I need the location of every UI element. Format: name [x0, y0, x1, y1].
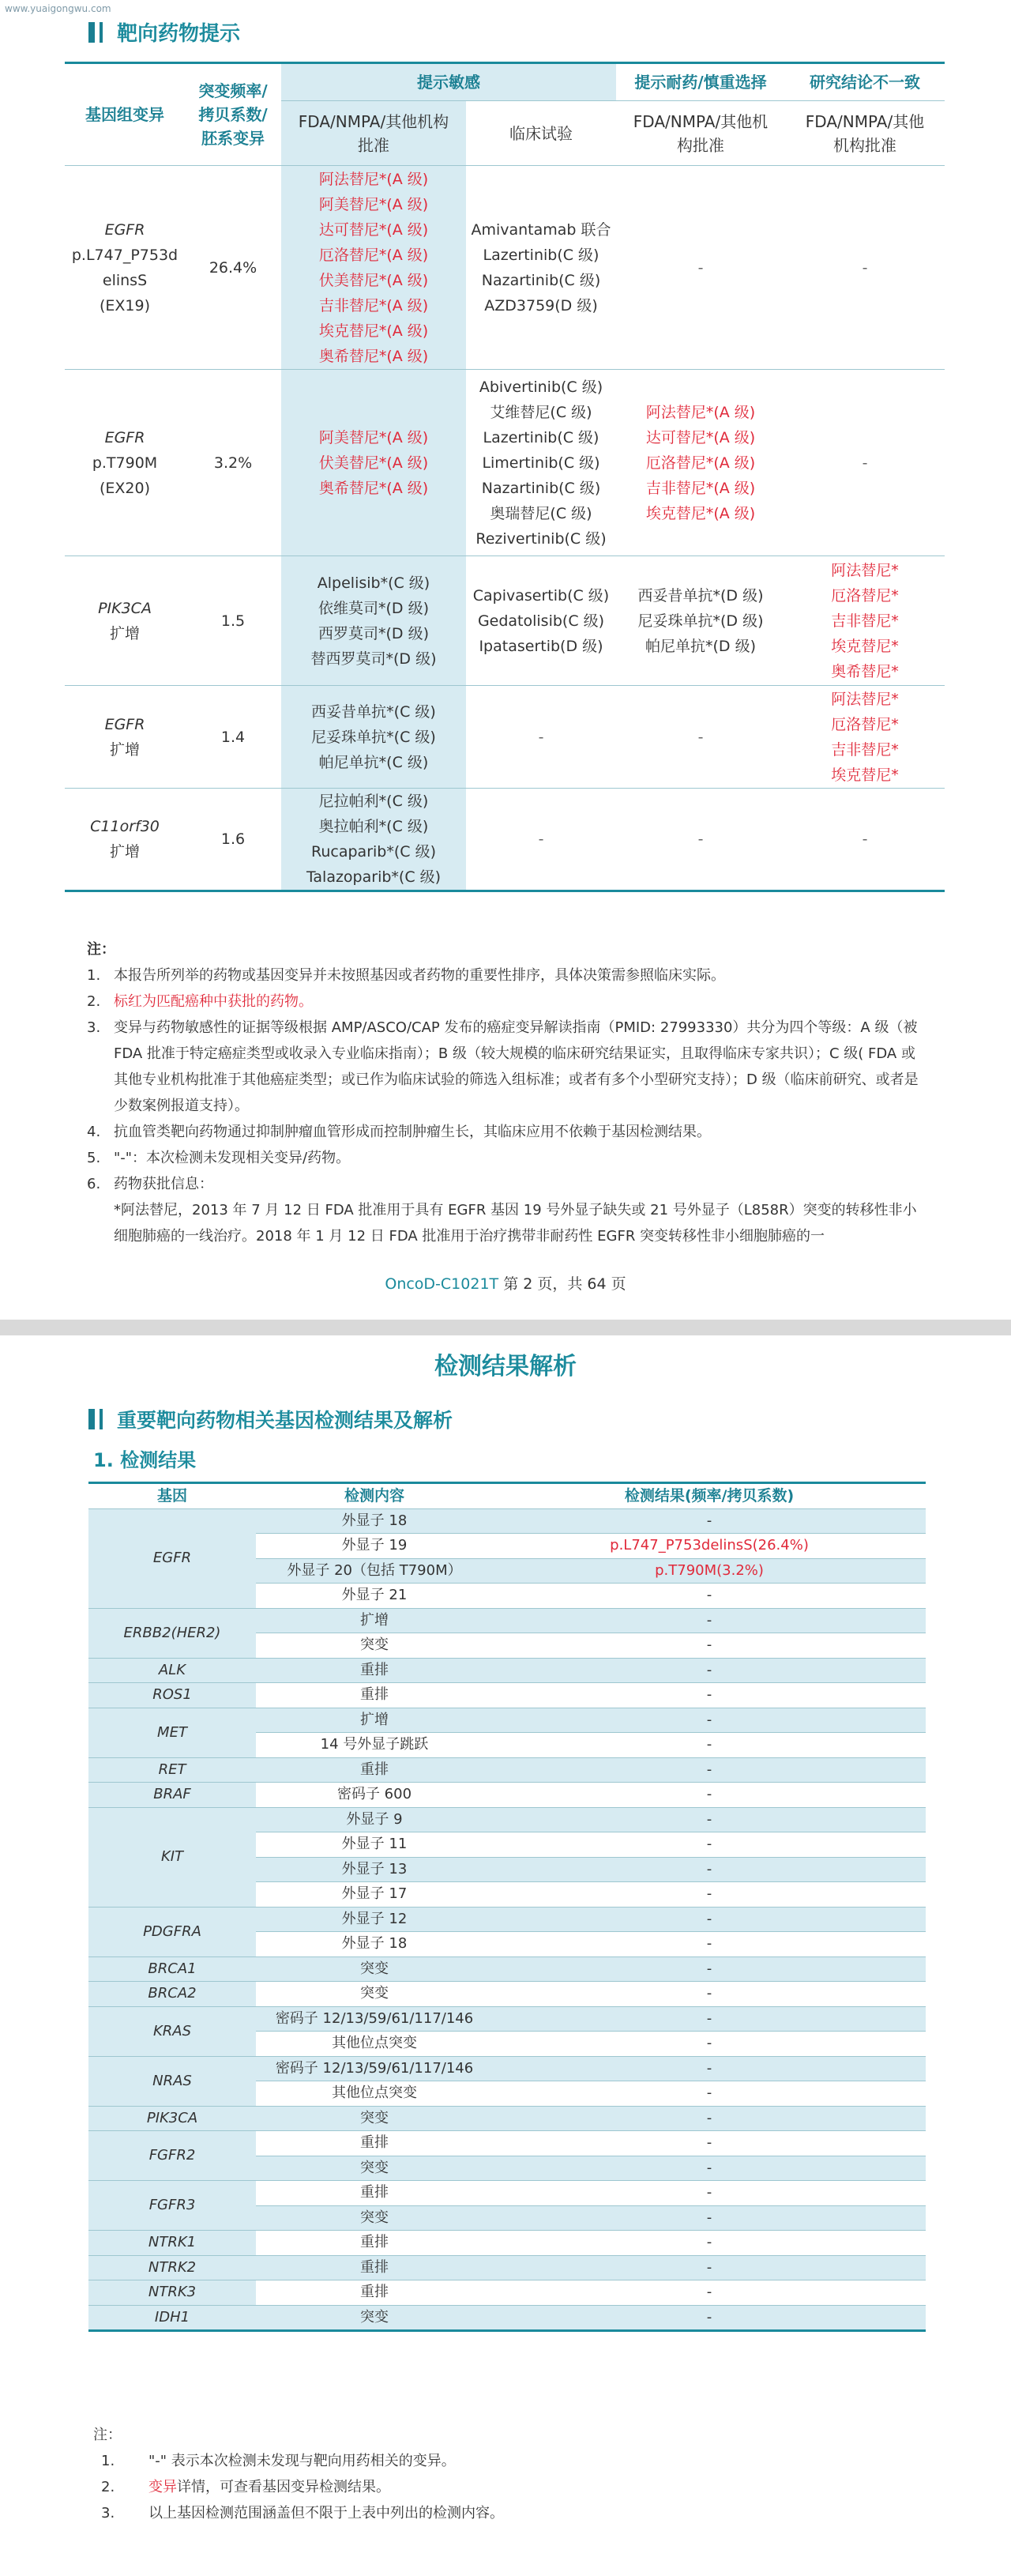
section-heading: [88, 1405, 453, 1433]
gene-line: EGFR: [104, 428, 145, 446]
drug-row: [65, 370, 945, 556]
cell-line: 依维莫司*(D 级): [318, 599, 429, 617]
gene-variant-cell: [65, 556, 185, 686]
note-text: 以上基因检测范围涵盖但不限于上表中列出的检测内容。: [148, 2505, 504, 2521]
header-freq: 突变频率/拷贝系数/胚系变异: [185, 63, 281, 166]
gene-cell: IDH1: [88, 2305, 256, 2331]
drug-row: [65, 789, 945, 891]
header-result: 检测结果(频率/拷贝系数): [493, 1483, 926, 1509]
resist-cell: [616, 789, 785, 891]
cell-line: 吉非替尼*(A 级): [318, 296, 429, 314]
report-page-results: [0, 1335, 1011, 2576]
cell-line: 西罗莫司*(D 级): [318, 624, 429, 642]
fda-cell: [281, 686, 466, 789]
header-gene: 基因组变异: [65, 63, 185, 166]
drug-row: [65, 686, 945, 789]
result-cell: -: [493, 1932, 926, 1957]
result-cell: -: [493, 2106, 926, 2131]
cell-line: Nazartinib(C 级): [481, 271, 601, 289]
header-trial: 临床试验: [466, 101, 616, 166]
resist-cell: [616, 166, 785, 370]
note-text: 本报告所列举的药物或基因变异并未按照基因或者药物的重要性排序，具体决策需参照临床实际。: [114, 967, 725, 984]
result-cell: -: [493, 2255, 926, 2280]
result-cell: -: [493, 1658, 926, 1683]
content-cell: 外显子 18: [256, 1932, 493, 1957]
gene-variant-cell: [65, 166, 185, 370]
gene-cell: NRAS: [88, 2056, 256, 2106]
watermark: www.yuaigongwu.com: [5, 3, 111, 14]
gene-cell: BRCA2: [88, 1982, 256, 2007]
conflict-cell: [785, 556, 945, 686]
result-cell: -: [493, 1857, 926, 1882]
cell-line: 吉非替尼*: [831, 612, 899, 630]
cell-line: 阿法替尼*(A 级): [645, 403, 756, 421]
cell-line: 奥瑞替尼(C 级): [490, 504, 592, 522]
content-cell: 外显子 18: [256, 1508, 493, 1534]
cell-line: 埃克替尼*: [831, 637, 899, 655]
notes-title: 注：: [93, 2427, 122, 2443]
note-text-wrap: [148, 2474, 390, 2500]
cell-line: 厄洛替尼*: [831, 586, 899, 604]
content-cell: 密码子 12/13/59/61/117/146: [256, 2006, 493, 2032]
cell-line: Ipatasertib(D 级): [479, 637, 603, 655]
result-cell: -: [493, 1783, 926, 1808]
result-row: [88, 1683, 926, 1708]
cell-line: 西妥昔单抗*(C 级): [311, 702, 436, 721]
content-cell: 外显子 21: [256, 1584, 493, 1609]
note-text: "-"：本次检测未发现相关变异/药物。: [114, 1150, 351, 1166]
content-cell: 重排: [256, 1757, 493, 1783]
result-cell: -: [493, 1757, 926, 1783]
cell-line: -: [697, 728, 704, 746]
note-text: 药物获批信息：: [114, 1176, 213, 1192]
cell-line: Nazartinib(C 级): [481, 479, 601, 497]
freq-cell: 1.4: [185, 686, 281, 789]
note-number: 2.: [101, 2479, 115, 2495]
drug-row: [65, 166, 945, 370]
header-conflict: 研究结论不一致: [785, 63, 945, 101]
note-item: [93, 2448, 930, 2474]
cell-line: 奥希替尼*(A 级): [318, 347, 429, 365]
section-title: [88, 17, 240, 47]
content-cell: 密码子 600: [256, 1783, 493, 1808]
header-fda-conflict: FDA/NMPA/其他机构批准: [785, 101, 945, 166]
freq-cell: 1.6: [185, 789, 281, 891]
trial-cell: [466, 370, 616, 556]
trial-cell: [466, 686, 616, 789]
cell-line: 埃克替尼*: [831, 766, 899, 784]
resist-cell: [616, 686, 785, 789]
cell-line: 达可替尼*(A 级): [318, 220, 429, 239]
cell-line: Talazoparib*(C 级): [306, 868, 442, 886]
freq-cell: 3.2%: [185, 370, 281, 556]
cell-line: 阿法替尼*: [831, 561, 899, 579]
result-cell: -: [493, 1584, 926, 1609]
note-text: "-" 表示本次检测未发现与靶向用药相关的变异。: [148, 2453, 456, 2469]
title-marker-icon: [88, 1409, 95, 1429]
result-cell: -: [493, 1708, 926, 1733]
header-gene: 基因: [88, 1483, 256, 1509]
gene-cell: MET: [88, 1708, 256, 1757]
result-cell: -: [493, 1683, 926, 1708]
note-number: 2.: [87, 993, 101, 1010]
cell-line: 伏美替尼*(A 级): [318, 271, 429, 289]
gene-line: 扩增: [109, 740, 140, 759]
note-number: 3.: [101, 2505, 115, 2521]
result-cell: p.L747_P753delinsS(26.4%): [493, 1534, 926, 1559]
result-row: [88, 1508, 926, 1534]
cell-line: 帕尼单抗*(C 级): [318, 753, 429, 771]
content-cell: 突变: [256, 1633, 493, 1659]
note-item: [93, 2474, 930, 2500]
targeted-drug-table: [65, 62, 945, 892]
notes: [87, 936, 924, 1249]
cell-line: 伏美替尼*(A 级): [318, 454, 429, 472]
gene-cell: BRCA1: [88, 1956, 256, 1982]
conflict-cell: [785, 686, 945, 789]
note-item: [87, 1119, 924, 1145]
content-cell: 重排: [256, 2280, 493, 2306]
cell-line: 吉非替尼*(A 级): [645, 479, 756, 497]
result-cell: -: [493, 2081, 926, 2107]
detection-results-table: [88, 1482, 926, 2332]
page-separator: [0, 1320, 1011, 1335]
note-text: 详情，可查看基因变异检测结果。: [177, 2479, 390, 2495]
gene-cell: PDGFRA: [88, 1907, 256, 1956]
gene-cell: EGFR: [88, 1508, 256, 1608]
drug-row: [65, 556, 945, 686]
gene-variant-cell: [65, 789, 185, 891]
content-cell: 重排: [256, 2131, 493, 2156]
result-row: [88, 1783, 926, 1808]
result-cell: -: [493, 1982, 926, 2007]
note-item: [93, 2500, 930, 2526]
cell-line: Abivertinib(C 级): [479, 378, 603, 396]
fda-cell: [281, 166, 466, 370]
result-row: [88, 1907, 926, 1932]
result-row: [88, 2231, 926, 2256]
note-number: 4.: [87, 1124, 101, 1140]
note-number: 5.: [87, 1150, 101, 1166]
cell-line: Capivasertib(C 级): [472, 586, 610, 604]
cell-line: 西妥昔单抗*(D 级): [637, 586, 764, 604]
content-cell: 外显子 9: [256, 1807, 493, 1832]
cell-line: -: [862, 830, 868, 848]
header-sensitive: 提示敏感: [281, 63, 616, 101]
gene-cell: FGFR2: [88, 2131, 256, 2181]
cell-line: Lazertinib(C 级): [483, 246, 599, 264]
cell-line: Rucaparib*(C 级): [311, 843, 436, 861]
cell-line: Gedatolisib(C 级): [477, 612, 605, 630]
result-row: [88, 1807, 926, 1832]
cell-line: -: [862, 258, 868, 277]
result-cell: -: [493, 2131, 926, 2156]
note-item: [87, 1145, 924, 1171]
result-cell: -: [493, 1956, 926, 1982]
gene-line: EGFR: [104, 220, 145, 239]
resist-cell: [616, 556, 785, 686]
cell-line: 吉非替尼*: [831, 740, 899, 759]
content-cell: 重排: [256, 2255, 493, 2280]
cell-line: -: [697, 258, 704, 277]
freq-cell: 1.5: [185, 556, 281, 686]
content-cell: 外显子 20（包括 T790M）: [256, 1558, 493, 1584]
gene-cell: NTRK3: [88, 2280, 256, 2306]
gene-cell: NTRK2: [88, 2255, 256, 2280]
gene-cell: KIT: [88, 1807, 256, 1907]
note-number: 1.: [87, 967, 101, 984]
result-cell: p.T790M(3.2%): [493, 1558, 926, 1584]
cell-line: 阿法替尼*: [831, 690, 899, 708]
notes-2: [93, 2422, 930, 2526]
fda-cell: [281, 789, 466, 891]
content-cell: 突变: [256, 2205, 493, 2231]
content-cell: 密码子 12/13/59/61/117/146: [256, 2056, 493, 2081]
gene-line: p.T790M: [92, 454, 158, 472]
cell-line: Limertinib(C 级): [482, 454, 600, 472]
content-cell: 重排: [256, 1658, 493, 1683]
note-text: 标红为匹配癌种中获批的药物。: [114, 993, 313, 1010]
cell-line: Amivantamab 联合: [471, 220, 611, 239]
content-cell: 突变: [256, 2305, 493, 2331]
result-cell: -: [493, 2231, 926, 2256]
cell-line: 帕尼单抗*(D 级): [645, 637, 756, 655]
result-row: [88, 2305, 926, 2331]
gene-line: elinsS: [102, 271, 148, 289]
note-number: 6.: [87, 1176, 101, 1192]
result-cell: -: [493, 1608, 926, 1633]
result-row: [88, 2056, 926, 2081]
content-cell: 外显子 13: [256, 1857, 493, 1882]
gene-cell: BRAF: [88, 1783, 256, 1808]
title-marker-icon: [88, 22, 95, 43]
content-cell: 其他位点突变: [256, 2032, 493, 2057]
result-cell: -: [493, 1907, 926, 1932]
gene-line: EGFR: [104, 715, 145, 733]
cell-line: 厄洛替尼*: [831, 715, 899, 733]
note-item: [87, 962, 924, 989]
result-cell: -: [493, 1733, 926, 1758]
section-title-text: 靶向药物提示: [117, 22, 241, 46]
page-title: 检测结果解析: [434, 1353, 577, 1380]
gene-line: (EX19): [99, 296, 151, 314]
result-cell: -: [493, 1633, 926, 1659]
result-cell: -: [493, 1882, 926, 1908]
fda-cell: [281, 556, 466, 686]
cell-line: -: [538, 830, 544, 848]
cell-line: 尼妥珠单抗*(C 级): [311, 728, 436, 746]
gene-line: 扩增: [109, 843, 140, 861]
cell-line: 奥希替尼*: [831, 662, 899, 680]
result-cell: -: [493, 2205, 926, 2231]
cell-line: 阿美替尼*(A 级): [318, 195, 429, 213]
result-cell: -: [493, 2056, 926, 2081]
result-row: [88, 2255, 926, 2280]
gene-line: PIK3CA: [98, 599, 152, 617]
conflict-cell: [785, 166, 945, 370]
conflict-cell: [785, 370, 945, 556]
result-row: [88, 2006, 926, 2032]
content-cell: 其他位点突变: [256, 2081, 493, 2107]
result-cell: -: [493, 1807, 926, 1832]
gene-line: C11orf30: [90, 818, 160, 835]
cell-line: -: [538, 728, 544, 746]
cell-line: 替西罗莫司*(D 级): [310, 650, 437, 668]
cell-line: Alpelisib*(C 级): [317, 574, 430, 592]
content-cell: 外显子 17: [256, 1882, 493, 1908]
gene-cell: PIK3CA: [88, 2106, 256, 2131]
content-cell: 重排: [256, 2231, 493, 2256]
note-text-wrap: [148, 2448, 456, 2474]
cell-line: AZD3759(D 级): [484, 296, 598, 314]
gene-line: 扩增: [109, 624, 140, 642]
header-resistant: 提示耐药/慎重选择: [616, 63, 785, 101]
cell-line: 埃克替尼*(A 级): [645, 504, 756, 522]
result-row: [88, 1982, 926, 2007]
content-cell: 重排: [256, 1683, 493, 1708]
gene-line: p.L747_P753d: [71, 246, 179, 264]
note-number: 1.: [101, 2453, 115, 2469]
result-cell: -: [493, 2280, 926, 2306]
result-row: [88, 2106, 926, 2131]
approval-info: *阿法替尼，2013 年 7 月 12 日 FDA 批准用于具有 EGFR 基因 19 号外显子缺失或 21 号外显子（L858R）突变的转移性非小细胞肺癌的一线治疗。2018 年 1 月 12 日 FDA 批准用于治疗携带非耐药性 EGFR 突变转移性非小细胞肺癌的一: [114, 1202, 917, 1245]
result-cell: -: [493, 2305, 926, 2331]
result-row: [88, 1956, 926, 1982]
gene-line: (EX20): [99, 479, 151, 497]
gene-cell: FGFR3: [88, 2181, 256, 2231]
cell-line: 厄洛替尼*(A 级): [645, 454, 756, 472]
gene-cell: ERBB2(HER2): [88, 1608, 256, 1658]
gene-cell: ALK: [88, 1658, 256, 1683]
note-text-wrap: [148, 2500, 504, 2526]
page-number: 第 2 页，共 64 页: [503, 1275, 626, 1293]
content-cell: 扩增: [256, 1608, 493, 1633]
content-cell: 14 号外显子跳跃: [256, 1733, 493, 1758]
result-row: [88, 1658, 926, 1683]
report-code: OncoD-C1021T: [385, 1275, 499, 1293]
note-item: [87, 1171, 924, 1197]
content-cell: 扩增: [256, 1708, 493, 1733]
cell-line: 阿美替尼*(A 级): [318, 428, 429, 446]
gene-cell: NTRK1: [88, 2231, 256, 2256]
cell-line: -: [862, 454, 868, 472]
freq-cell: 26.4%: [185, 166, 281, 370]
cell-line: -: [697, 830, 704, 848]
gene-cell: KRAS: [88, 2006, 256, 2056]
content-cell: 外显子 11: [256, 1832, 493, 1858]
gene-variant-cell: [65, 370, 185, 556]
page-footer: [0, 1272, 1011, 1294]
cell-line: Lazertinib(C 级): [483, 428, 599, 446]
note-text: 抗血管类靶向药物通过抑制肿瘤血管形成而控制肿瘤生长，其临床应用不依赖于基因检测结果。: [114, 1124, 711, 1140]
header-fda-resist: FDA/NMPA/其他机构批准: [616, 101, 785, 166]
note-text: 变异与药物敏感性的证据等级根据 AMP/ASCO/CAP 发布的癌症变异解读指南（PMID: 27993330）共分为四个等级：A 级（被 FDA 批准于特定癌症类型或收录入专业临床指南）；B 级（较大规模的临床研究结果证实，且取得临床专家共识）；C 级( FDA 或其他专业机构批准于其他癌症类型；或已作为临床试验的筛选入组标准；或者有多个小型研究支持）；D 级（临床前研究、或者是少数案例报道支持）。: [114, 1019, 919, 1114]
result-cell: -: [493, 2156, 926, 2181]
content-cell: 外显子 12: [256, 1907, 493, 1932]
trial-cell: [466, 556, 616, 686]
content-cell: 突变: [256, 1956, 493, 1982]
cell-line: Rezivertinib(C 级): [475, 529, 607, 548]
cell-line: 达可替尼*(A 级): [645, 428, 756, 446]
note-highlight: 变异: [148, 2479, 177, 2495]
content-cell: 外显子 19: [256, 1534, 493, 1559]
result-row: [88, 1608, 926, 1633]
resist-cell: [616, 370, 785, 556]
cell-line: 奥拉帕利*(C 级): [318, 818, 429, 835]
section-heading-text: 重要靶向药物相关基因检测结果及解析: [117, 1409, 453, 1432]
result-cell: -: [493, 2032, 926, 2057]
gene-cell: RET: [88, 1757, 256, 1783]
note-number: 3.: [87, 1019, 101, 1036]
cell-line: 尼妥珠单抗*(D 级): [637, 612, 764, 630]
result-row: [88, 1757, 926, 1783]
content-cell: 重排: [256, 2181, 493, 2206]
gene-cell: ROS1: [88, 1683, 256, 1708]
result-cell: -: [493, 1508, 926, 1534]
conflict-cell: [785, 789, 945, 891]
header-fda: FDA/NMPA/其他机构批准: [281, 101, 466, 166]
cell-line: 艾维替尼(C 级): [490, 403, 592, 421]
result-row: [88, 2280, 926, 2306]
subsection-title: 1. 检测结果: [93, 1449, 197, 1471]
trial-cell: [466, 166, 616, 370]
note-item: [87, 989, 924, 1015]
note-item: [87, 1015, 924, 1119]
trial-cell: [466, 789, 616, 891]
cell-line: 奥希替尼*(A 级): [318, 479, 429, 497]
result-cell: -: [493, 2181, 926, 2206]
result-row: [88, 2131, 926, 2156]
result-row: [88, 1708, 926, 1733]
content-cell: 突变: [256, 1982, 493, 2007]
result-row: [88, 2181, 926, 2206]
result-cell: -: [493, 2006, 926, 2032]
fda-cell: [281, 370, 466, 556]
gene-variant-cell: [65, 686, 185, 789]
result-cell: -: [493, 1832, 926, 1858]
notes-title: 注：: [87, 941, 115, 958]
cell-line: 尼拉帕利*(C 级): [318, 793, 429, 810]
content-cell: 突变: [256, 2156, 493, 2181]
cell-line: 阿法替尼*(A 级): [318, 170, 429, 188]
cell-line: 埃克替尼*(A 级): [318, 322, 429, 340]
content-cell: 突变: [256, 2106, 493, 2131]
cell-line: 厄洛替尼*(A 级): [318, 246, 429, 264]
header-content: 检测内容: [256, 1483, 493, 1509]
